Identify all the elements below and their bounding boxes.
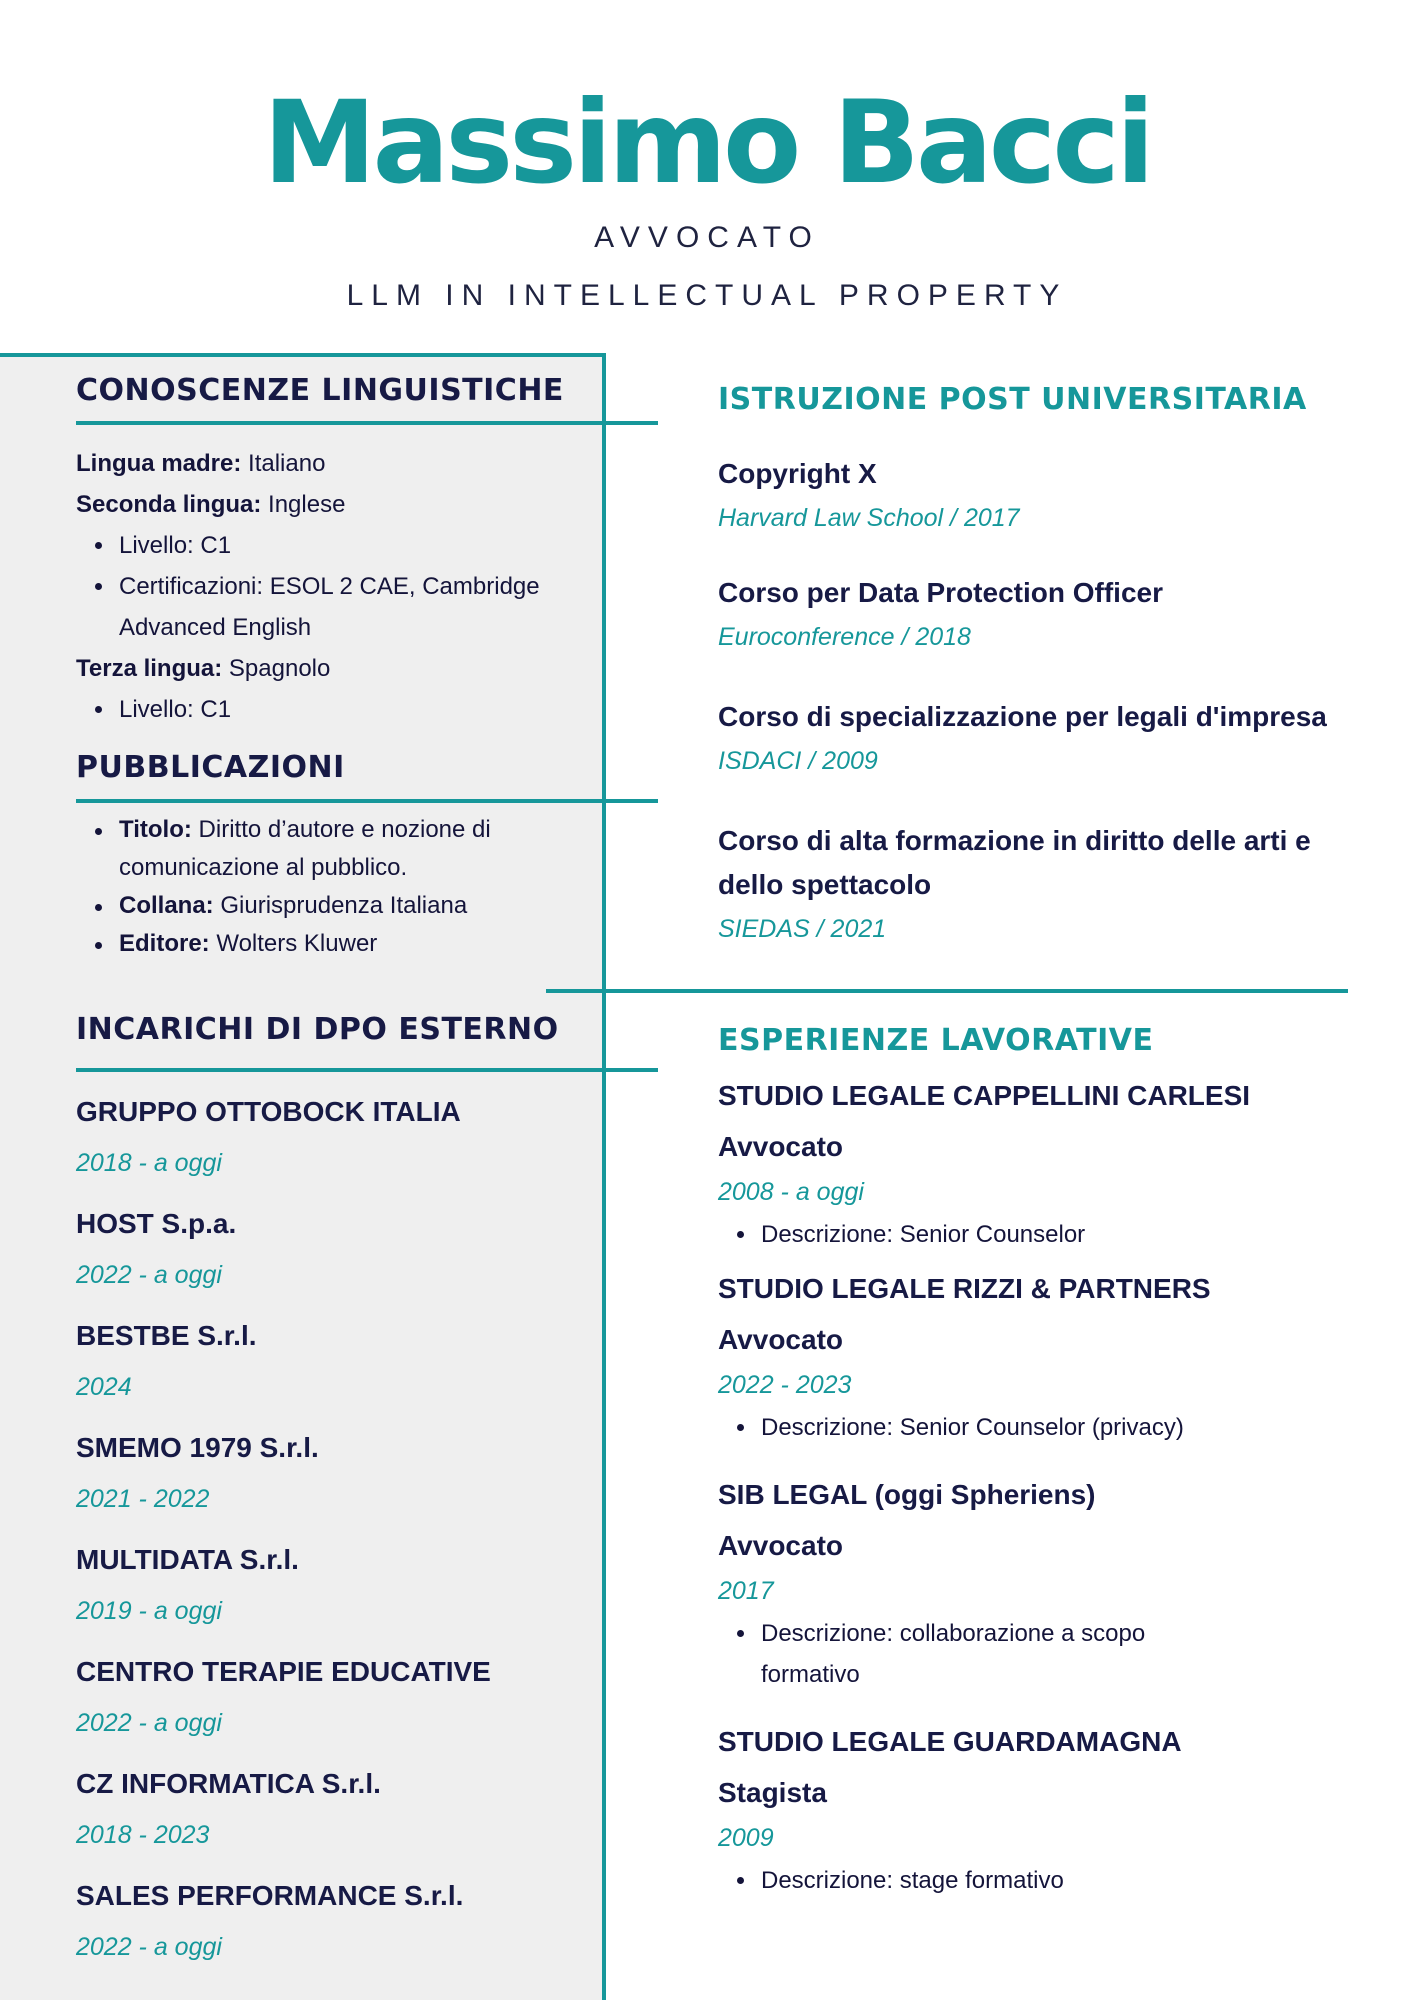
dpo-underline <box>76 1068 658 1072</box>
experience-role: Avvocato <box>718 1324 844 1355</box>
dpo-heading: INCARICHI DI DPO ESTERNO <box>76 1012 559 1047</box>
third-language-value: Spagnolo <box>228 655 331 682</box>
publication-publisher-value: Wolters Kluwer <box>216 930 378 957</box>
dpo-period: 2022 - a oggi <box>76 1933 222 1961</box>
publication-series-value: Giurisprudenza Italiana <box>220 892 468 919</box>
third-language-label: Terza lingua: <box>76 655 223 682</box>
dpo-period: 2018 - 2023 <box>76 1821 210 1849</box>
dpo-company: HOST S.p.a. <box>76 1208 237 1239</box>
publication-title-label: Titolo: <box>119 816 192 843</box>
second-language-cert-line1: Certificazioni: ESOL 2 CAE, Cambridge <box>119 566 540 607</box>
second-language-label: Seconda lingua: <box>76 491 262 518</box>
publication-title-line1: Diritto d’autore e nozione di <box>198 816 491 843</box>
dpo-period: 2021 - 2022 <box>76 1485 210 1513</box>
experience-period: 2017 <box>718 1577 774 1605</box>
dpo-period: 2024 <box>76 1373 132 1401</box>
publication-title-line2: comunicazione al pubblico. <box>119 854 408 881</box>
experience-description: Descrizione: stage formativo <box>761 1860 1064 1901</box>
experience-description: Descrizione: Senior Counselor (privacy) <box>761 1407 1184 1448</box>
second-language-level: Livello: C1 <box>119 525 231 566</box>
education-institution: Harvard Law School / 2017 <box>718 504 1020 532</box>
education-course-line1: Corso di alta formazione in diritto delle arti e <box>718 825 1311 856</box>
education-institution: SIEDAS / 2021 <box>718 915 887 943</box>
languages-heading: CONOSCENZE LINGUISTICHE <box>76 373 564 408</box>
experience-description-line2: formativo <box>761 1661 860 1688</box>
dpo-period: 2018 - a oggi <box>76 1149 222 1177</box>
dpo-company: BESTBE S.r.l. <box>76 1320 257 1351</box>
second-language-cert-line2: Advanced English <box>119 614 312 641</box>
top-rule <box>0 353 605 357</box>
experience-period: 2022 - 2023 <box>718 1371 852 1399</box>
education-course: Copyright X <box>718 458 877 489</box>
dpo-period: 2019 - a oggi <box>76 1597 222 1625</box>
experience-employer: STUDIO LEGALE CAPPELLINI CARLESI <box>718 1080 1251 1111</box>
dpo-period: 2022 - a oggi <box>76 1261 222 1289</box>
experience-description-line1: Descrizione: collaborazione a scopo <box>761 1613 1145 1654</box>
experience-employer: STUDIO LEGALE GUARDAMAGNA <box>718 1726 1182 1757</box>
languages-underline <box>76 421 658 425</box>
education-heading: ISTRUZIONE POST UNIVERSITARIA <box>718 382 1307 417</box>
publication-series-label: Collana: <box>119 892 214 919</box>
dpo-company: SALES PERFORMANCE S.r.l. <box>76 1880 464 1911</box>
education-institution: Euroconference / 2018 <box>718 623 971 651</box>
education-course: Corso di specializzazione per legali d'impresa <box>718 701 1327 732</box>
experience-heading: ESPERIENZE LAVORATIVE <box>718 1023 1154 1058</box>
experience-period: 2008 - a oggi <box>718 1178 864 1206</box>
education-institution: ISDACI / 2009 <box>718 747 878 775</box>
second-language <box>76 484 345 525</box>
third-language <box>76 648 330 689</box>
publication-title <box>119 811 491 849</box>
experience-employer: STUDIO LEGALE RIZZI & PARTNERS <box>718 1273 1211 1304</box>
column-divider <box>602 353 606 2000</box>
publication-publisher <box>119 925 377 963</box>
experience-period: 2009 <box>718 1824 774 1852</box>
dpo-company: SMEMO 1979 S.r.l. <box>76 1432 319 1463</box>
mother-tongue-value: Italiano <box>248 450 326 477</box>
mother-tongue-label: Lingua madre: <box>76 450 242 477</box>
education-course: Corso per Data Protection Officer <box>718 577 1163 608</box>
dpo-company: CENTRO TERAPIE EDUCATIVE <box>76 1656 491 1687</box>
experience-description: Descrizione: Senior Counselor <box>761 1214 1085 1255</box>
dpo-company: MULTIDATA S.r.l. <box>76 1544 299 1575</box>
third-language-level: Livello: C1 <box>119 689 231 730</box>
experience-role: Avvocato <box>718 1131 844 1162</box>
profession-title: AVVOCATO <box>594 221 820 254</box>
dpo-period: 2022 - a oggi <box>76 1709 222 1737</box>
candidate-name: Massimo Bacci <box>263 76 1151 209</box>
publication-series <box>119 887 467 925</box>
mother-tongue <box>76 443 325 484</box>
publication-publisher-label: Editore: <box>119 930 210 957</box>
specialization-title: LLM IN INTELLECTUAL PROPERTY <box>346 279 1068 312</box>
experience-employer: SIB LEGAL (oggi Spheriens) <box>718 1479 1096 1510</box>
experience-role: Stagista <box>718 1777 827 1808</box>
publications-underline <box>76 799 658 803</box>
education-course-line2: dello spettacolo <box>718 869 932 900</box>
middle-rule <box>546 989 1348 993</box>
experience-role: Avvocato <box>718 1530 844 1561</box>
dpo-company: GRUPPO OTTOBOCK ITALIA <box>76 1096 461 1127</box>
publications-heading: PUBBLICAZIONI <box>76 750 345 785</box>
dpo-company: CZ INFORMATICA S.r.l. <box>76 1768 381 1799</box>
second-language-value: Inglese <box>268 491 346 518</box>
